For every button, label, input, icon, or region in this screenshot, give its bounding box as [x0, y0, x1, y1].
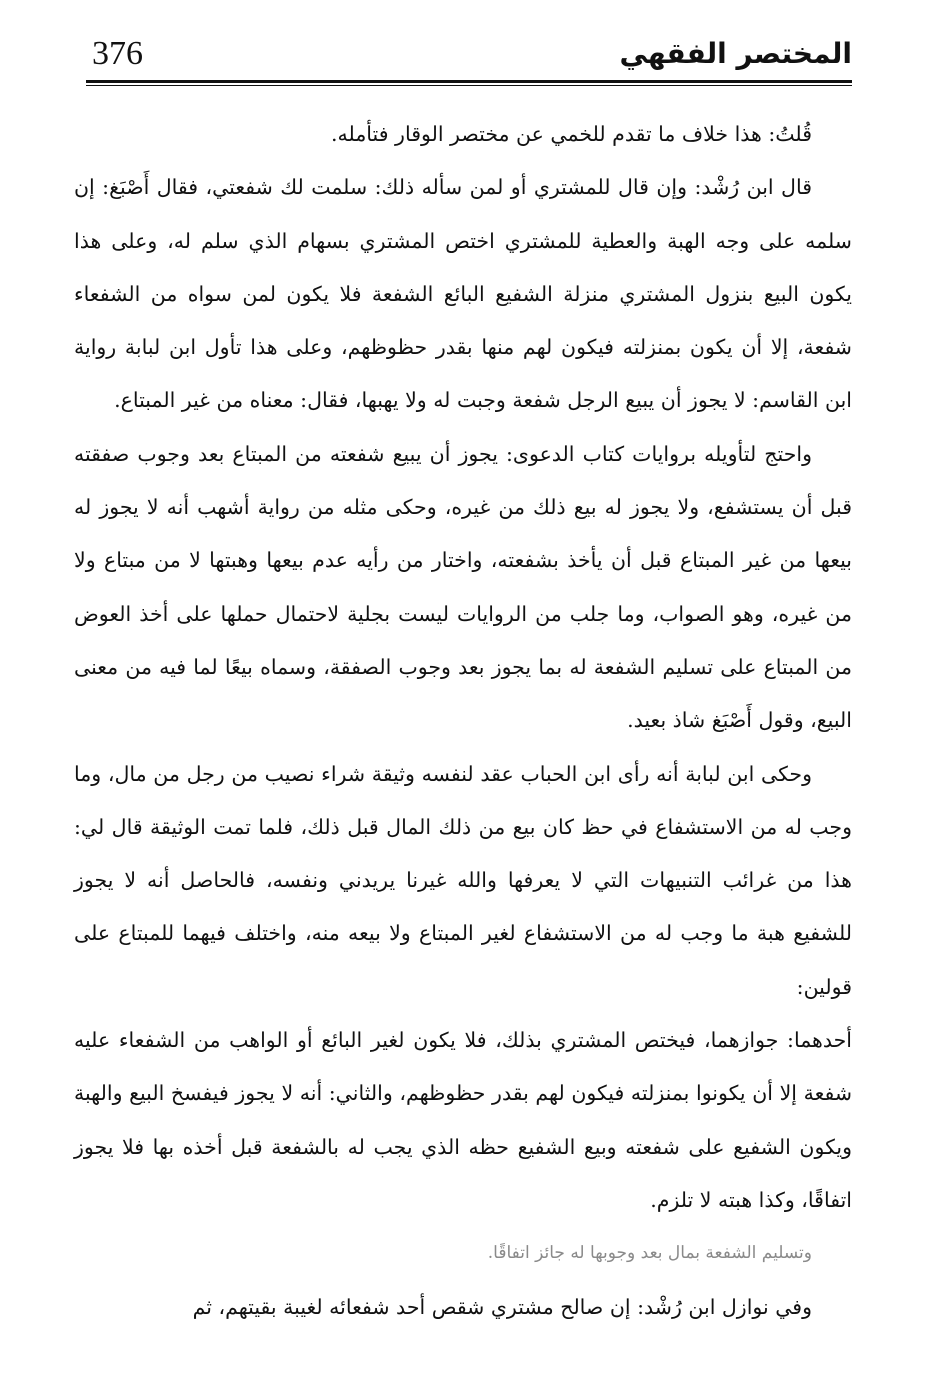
paragraph: واحتج لتأويله بروايات كتاب الدعوى: يجوز أن يبيع شفعته من المبتاع بعد وجوب صفقته قبل أن يستشفع، ولا يجوز له بيع ذلك من غيره، وحكى مثله من رواية أشهب أنه لا يجوز له بيعها من غير المبتاع قبل أن يأخذ بشفعته، واختار من رأيه عدم بيعها وهبتها لا من مبتاع ولا من غيره، وهو الصواب، وما جلب من الروايات ليست بجلية لاحتمال حملها على أخذ العوض من المبتاع على تسليم الشفعة له بما يجوز بعد وجوب الصفقة، وسماه بيعًا لما فيه من معنى البيع، وقول أَصْبَغ شاذ بعيد. — [74, 441, 852, 733]
page-number: 376 — [92, 35, 143, 72]
paragraph: وحكى ابن لبابة أنه رأى ابن الحباب عقد لنفسه وثيقة شراء نصيب من رجل من مال، وما وجب له من الاستشفاع في حظ كان بيع من ذلك المال قبل ذلك، فلما تمت الوثيقة قال لي: هذا من غرائب التنبيهات التي لا يعرفها والله غيرنا يريدني ونفسه، فالحاصل أنه لا يجوز للشفيع هبة ما وجب له من الاستشفاع لغير المبتاع ولا بيعه منه، واختلف فيهما للمبتاع على قولين: — [74, 761, 852, 999]
page-header — [92, 30, 852, 74]
paragraph: أحدهما: جوازهما، فيختص المشتري بذلك، فلا يكون لغير البائع أو الواهب من الشفعاء عليه شفعة إلا أن يكونوا بمنزلته فيكون لهم بقدر حظوظهم، والثاني: أنه لا يجوز فيفسخ البيع والهبة ويكون الشفيع على شفعته وبيع الشفيع حظه الذي يجب له بالشفعة قبل أخذه بها فلا يجوز اتفاقًا، وكذا هبته لا تلزم. — [74, 1028, 852, 1212]
body-text — [74, 108, 852, 1334]
faded-line: وتسليم الشفعة بمال بعد وجوبها له جائز اتفاقًا. — [487, 1243, 812, 1264]
header-rule — [86, 80, 852, 86]
paragraph-last-line: وفي نوازل ابن رُشْد: إن صالح مشتري شقص أحد شفعائه لغيبة بقيتهم، ثم — [192, 1294, 812, 1319]
paragraph: قُلتُ: هذا خلاف ما تقدم للخمي عن مختصر الوقار فتأمله. — [331, 122, 812, 146]
paragraph: قال ابن رُشْد: وإن قال للمشتري أو لمن سأله ذلك: سلمت لك شفعتي، فقال أَصْبَغ: إن سلمه على وجه الهبة والعطية للمشتري اختص المشتري بسهام الذي سلم له، وعلى هذا يكون البيع بنزول المشتري منزلة الشفيع البائع الشفعة فلا يكون لمن سواه من الشفعاء شفعة، إلا أن يكون بمنزلته فيكون لهم منها بقدر حظوظهم، وعلى هذا تأول ابن لبابة رواية ابن القاسم: لا يجوز أن يبيع الرجل شفعة وجبت له ولا يهبها، فقال: معناه من غير المبتاع. — [74, 175, 852, 413]
running-title: المختصر الفقهي — [619, 37, 852, 70]
